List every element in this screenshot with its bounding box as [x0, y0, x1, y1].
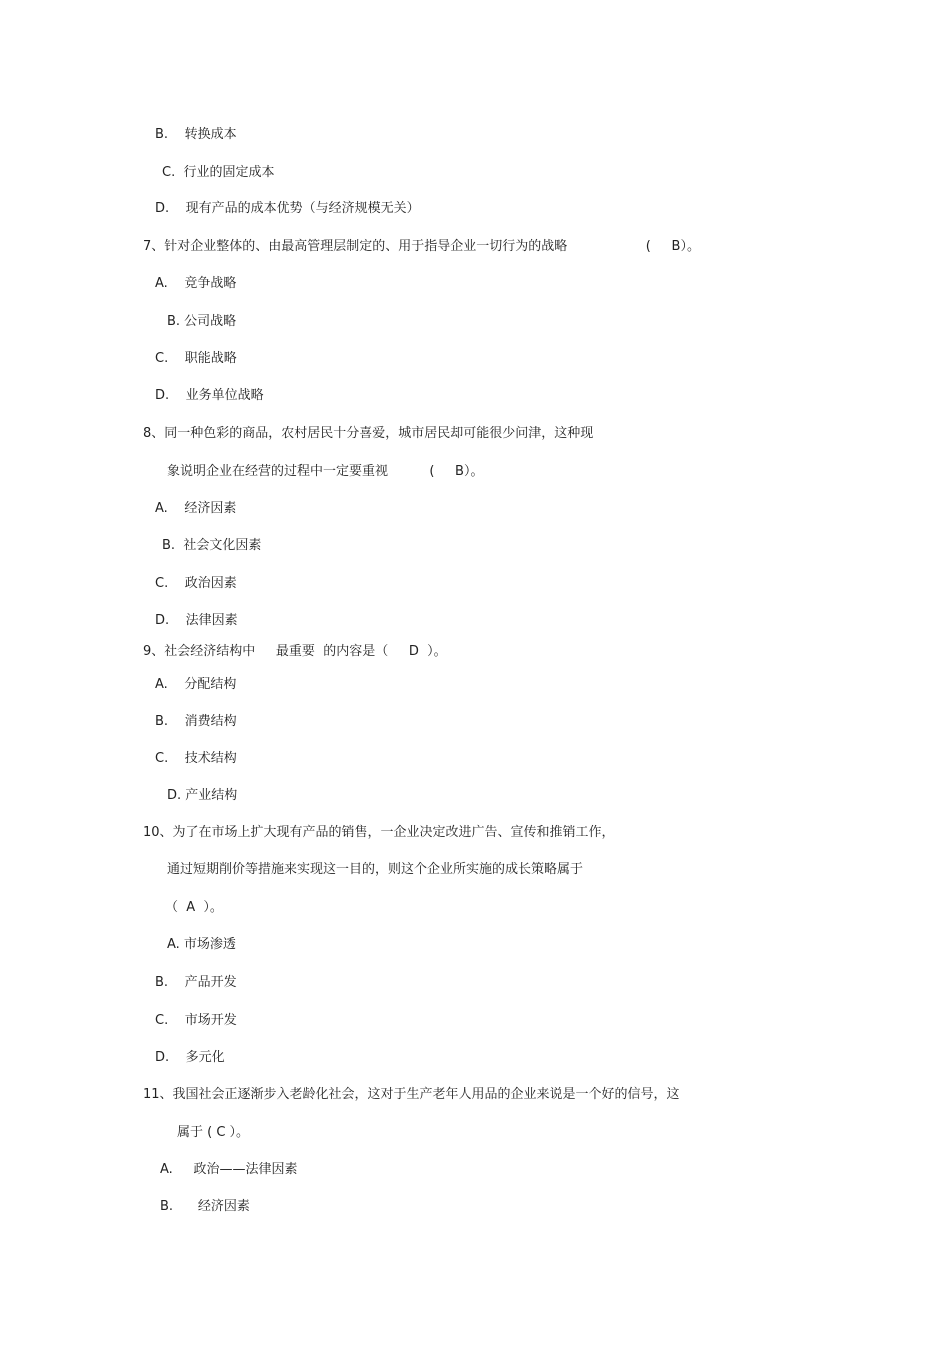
option-c-political-factor: C. 政治因素	[155, 576, 237, 591]
option-a-political-legal-factor: A. 政治——法律因素	[160, 1162, 298, 1177]
option-d-legal-factor: D. 法律因素	[155, 613, 238, 628]
option-b-corporate-strategy: B. 公司战略	[167, 314, 237, 329]
option-d-industry-structure: D. 产业结构	[167, 788, 238, 803]
question-11: 11、我国社会正逐渐步入老龄化社会，这对于生产老年人用品的企业来说是一个好的信号，这	[143, 1087, 680, 1102]
option-c-functional-strategy: C. 职能战略	[155, 351, 237, 366]
question-9: 9、社会经济结构中 最重要 的内容是（ D ）。	[143, 644, 447, 659]
option-b-product-development: B. 产品开发	[155, 975, 237, 990]
question-8-continued: 象说明企业在经营的过程中一定要重视 ( B）。	[167, 464, 484, 479]
option-a-market-penetration: A. 市场渗透	[167, 937, 236, 952]
question-8: 8、同一种色彩的商品，农村居民十分喜爱，城市居民却可能很少问津，这种现	[143, 426, 594, 441]
option-c-industry-fixed-cost: C. 行业的固定成本	[162, 165, 275, 180]
option-d-business-unit-strategy: D. 业务单位战略	[155, 388, 264, 403]
option-d-diversification: D. 多元化	[155, 1050, 225, 1065]
option-c-technology-structure: C. 技术结构	[155, 751, 237, 766]
question-10-answer: （ A ）。	[165, 900, 223, 915]
option-a-distribution-structure: A. 分配结构	[155, 677, 237, 692]
question-7: 7、针对企业整体的、由最高管理层制定的、用于指导企业一切行为的战略 ( B）。	[143, 239, 700, 254]
question-10: 10、为了在市场上扩大现有产品的销售，一企业决定改进广告、宣传和推销工作，	[143, 825, 615, 840]
question-11-continued: 属于 ( C ）。	[177, 1125, 250, 1140]
option-b-consumption-structure: B. 消费结构	[155, 714, 237, 729]
option-c-market-development: C. 市场开发	[155, 1013, 237, 1028]
option-a-competitive-strategy: A. 竞争战略	[155, 276, 237, 291]
option-b-sociocultural-factor: B. 社会文化因素	[162, 538, 262, 553]
option-a-economic-factor: A. 经济因素	[155, 501, 237, 516]
option-d-cost-advantage: D. 现有产品的成本优势（与经济规模无关）	[155, 201, 420, 216]
option-b-economic-factor: B. 经济因素	[160, 1199, 250, 1214]
option-b-switching-cost: B. 转换成本	[155, 127, 237, 142]
question-10-continued: 通过短期削价等措施来实现这一目的，则这个企业所实施的成长策略属于	[167, 862, 584, 877]
